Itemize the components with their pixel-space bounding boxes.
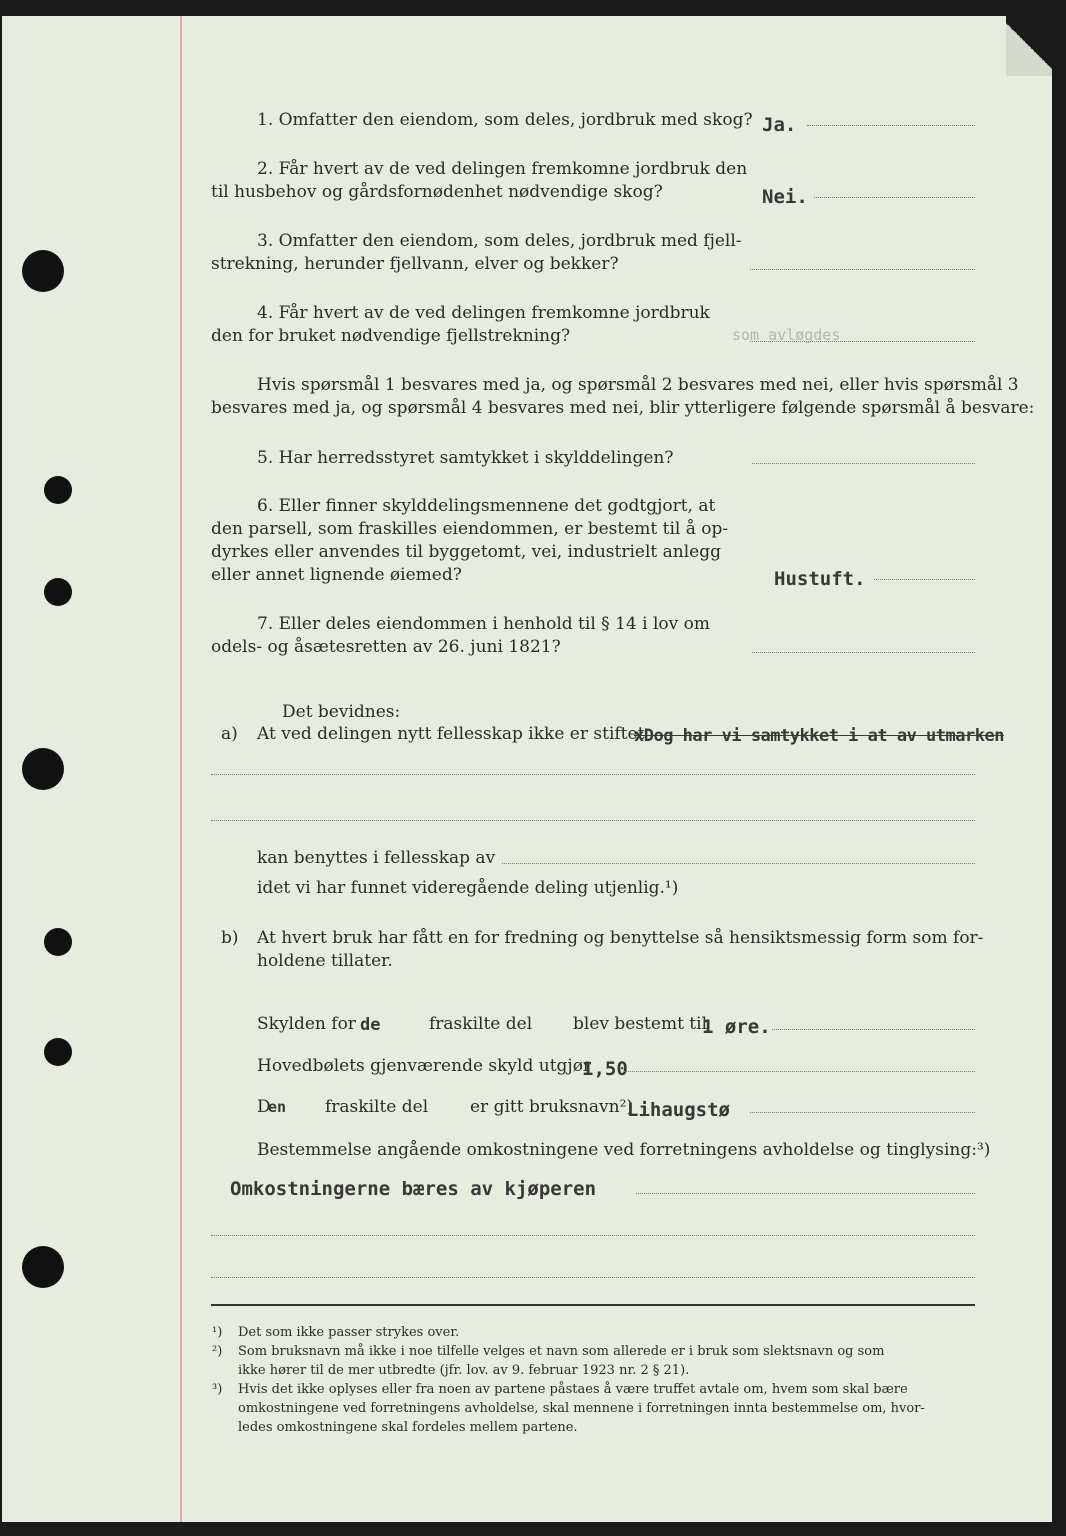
punch-hole <box>44 1038 72 1066</box>
item-b-line-2: holdene tillater. <box>257 951 393 971</box>
punch-hole <box>22 250 64 292</box>
punch-hole <box>44 476 72 504</box>
footnote-3-number: ³) <box>212 1382 223 1397</box>
answer-6: Hustuft. <box>774 568 866 590</box>
item-a-label: a) <box>221 724 238 744</box>
footnote-1-line: Det som ikke passer strykes over. <box>238 1325 460 1340</box>
punch-hole <box>44 578 72 606</box>
answer-line <box>807 125 975 126</box>
kostnader-typed: Omkostningerne bæres av kjøperen <box>230 1178 597 1200</box>
question-7-line-2: odels- og åsætesretten av 26. juni 1821? <box>211 637 561 657</box>
answer-line <box>636 1193 975 1194</box>
footnote-rule <box>211 1304 975 1306</box>
item-b-label: b) <box>221 928 239 948</box>
punch-hole <box>22 748 64 790</box>
condition-line-2: besvares med ja, og spørsmål 4 besvares med nei, blir ytterligere følgende spørsmål å besvare: <box>211 398 1035 418</box>
item-a-typed-strike: xDog har vi samtykket i at av utmarken <box>634 726 1004 746</box>
answer-line <box>211 1277 975 1278</box>
condition-line-1: Hvis spørsmål 1 besvares med ja, og spørsmål 2 besvares med nei, eller hvis spørsmål 3 <box>257 375 1019 395</box>
skyld-fraskilte: fraskilte del <box>429 1014 533 1034</box>
skyld-label: Skylden for <box>257 1014 356 1034</box>
footnote-2-line: ikke hører til de mer utbredte (jfr. lov. av 9. februar 1923 nr. 2 § 21). <box>238 1363 690 1378</box>
skyld-bestemt: blev bestemt til <box>573 1014 708 1034</box>
answer-line <box>502 863 975 864</box>
footnote-2-line: Som bruksnavn må ikke i noe tilfelle velges et navn som allerede er i bruk som slektsnavn og som <box>238 1344 885 1359</box>
item-a-text: At ved delingen nytt fellesskap ikke er stiftet <box>257 724 645 744</box>
footnote-3-line: ledes omkostningene skal fordeles mellem partene. <box>238 1420 578 1435</box>
question-2-line-1: 2. Får hvert av de ved delingen fremkomne jordbruk den <box>257 159 748 179</box>
question-5: 5. Har herredsstyret samtykket i skylddelingen? <box>257 448 674 468</box>
answer-line <box>874 579 975 580</box>
answer-line <box>752 652 975 653</box>
question-6-line-4: eller annet lignende øiemed? <box>211 565 462 585</box>
bruksnavn-value: Lihaugstø <box>627 1099 730 1121</box>
question-7-line-1: 7. Eller deles eiendommen i henhold til § 14 i lov om <box>257 614 710 634</box>
answer-line <box>814 197 975 198</box>
den-overtype: en <box>268 1098 287 1116</box>
answer-4: som avløgdes <box>732 326 841 344</box>
footnote-3-line: Hvis det ikke oplyses eller fra noen av partene påstaes å være truffet avtale om, hvem som skal bære <box>238 1382 908 1397</box>
document-page <box>2 16 1052 1522</box>
question-4-line-2: den for bruket nødvendige fjellstrekning? <box>211 326 571 346</box>
question-6-line-1: 6. Eller finner skylddelingsmennene det godtgjort, at <box>257 496 716 516</box>
answer-line <box>211 1235 975 1236</box>
shared-use-label: kan benyttes i fellesskap av <box>257 848 496 868</box>
answer-line <box>211 774 975 775</box>
question-2-line-2: til husbehov og gårdsfornødenhet nødvendige skog? <box>211 182 663 202</box>
question-1: 1. Omfatter den eiendom, som deles, jordbruk med skog? <box>257 110 753 130</box>
answer-line <box>624 1071 975 1072</box>
den-fraskilte: fraskilte del <box>325 1097 429 1117</box>
answer-line <box>752 463 975 464</box>
footnote-1-number: ¹) <box>212 1325 223 1340</box>
punch-hole <box>44 928 72 956</box>
question-3-line-1: 3. Omfatter den eiendom, som deles, jordbruk med fjell- <box>257 231 742 251</box>
footnote-2-number: ²) <box>212 1344 223 1359</box>
item-a-typed-text <box>634 728 1004 745</box>
question-4-line-1: 4. Får hvert av de ved delingen fremkomne jordbruk <box>257 303 710 323</box>
answer-line <box>211 820 975 821</box>
question-3-line-2: strekning, herunder fjellvann, elver og bekker? <box>211 254 619 274</box>
den-prefix: D <box>257 1097 271 1117</box>
footnote-3-line: omkostningene ved forretningens avholdelse, skal mennene i forretningen innta bestemmelse om, hvor- <box>238 1401 925 1416</box>
skyld-value: 1 øre. <box>702 1016 771 1038</box>
punch-hole <box>22 1246 64 1288</box>
skyld-overtype: de <box>360 1015 381 1035</box>
item-b-line-1: At hvert bruk har fått en for fredning og benyttelse så hensiktsmessig form som for- <box>257 928 984 948</box>
kostnader-label: Bestemmelse angående omkostningene ved forretningens avholdelse og tinglysing:³) <box>257 1140 991 1160</box>
certification-heading: Det bevidnes: <box>282 702 401 722</box>
folded-corner <box>1006 16 1052 76</box>
division-note: idet vi har funnet videregående deling utjenlig.¹) <box>257 878 679 898</box>
answer-1: Ja. <box>762 114 797 136</box>
answer-line <box>772 1029 975 1030</box>
hovedbol-label: Hovedbølets gjenværende skyld utgjør <box>257 1056 592 1076</box>
answer-line <box>750 1112 975 1113</box>
question-6-line-2: den parsell, som fraskilles eiendommen, er bestemt til å op- <box>211 519 729 539</box>
red-margin-line <box>180 16 182 1522</box>
answer-2: Nei. <box>762 186 808 208</box>
answer-line <box>750 341 975 342</box>
hovedbol-value: 1,50 <box>582 1058 628 1080</box>
answer-line <box>750 269 975 270</box>
question-6-line-3: dyrkes eller anvendes til byggetomt, vei, industrielt anlegg <box>211 542 721 562</box>
bruksnavn-label: er gitt bruksnavn²) <box>470 1097 634 1117</box>
